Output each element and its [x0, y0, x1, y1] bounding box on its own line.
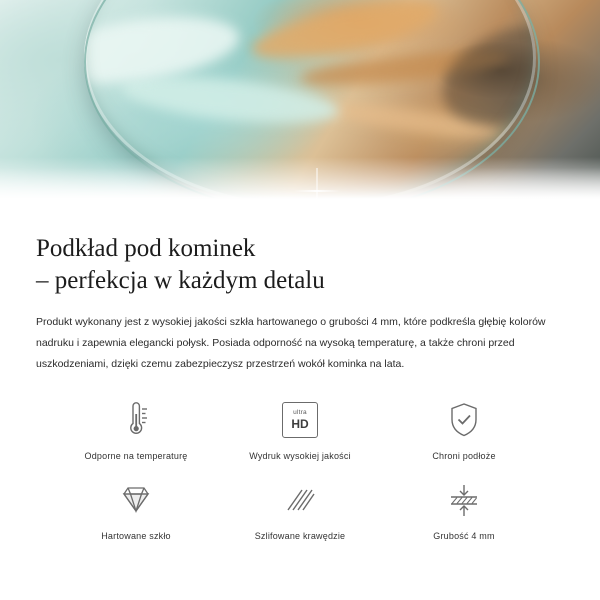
feature-item-tempered-glass: [54, 479, 218, 541]
feature-label: Hartowane szkło: [101, 531, 171, 541]
feature-label: Chroni podłoże: [432, 451, 496, 461]
ultra-hd-badge: [282, 402, 318, 438]
content-block: [0, 215, 600, 541]
ultra-hd-icon: [282, 399, 318, 441]
feature-item-temperature: [54, 399, 218, 461]
shield-check-icon: [447, 399, 481, 441]
feature-label: Szlifowane krawędzie: [254, 531, 346, 541]
thickness-arrows-icon: [445, 479, 483, 521]
polished-edges-icon: [283, 479, 317, 521]
feature-label: Grubość 4 mm: [433, 531, 495, 541]
feature-item-thickness: [382, 479, 546, 541]
feature-item-print-quality: [218, 399, 382, 461]
thermometer-icon: [118, 399, 154, 441]
page-title: [36, 233, 564, 296]
diamond-icon: [117, 479, 155, 521]
ultra-hd-badge-bottom: HD: [291, 416, 309, 431]
feature-grid: [36, 399, 564, 541]
glass-plate-image: [84, 0, 536, 208]
page-title-line-2: – perfekcja w każdym detalu: [36, 266, 325, 294]
page-title-line-1: Podkład pod kominek: [36, 235, 256, 262]
hero-image: [0, 0, 600, 215]
feature-label: Odporne na temperaturę: [84, 451, 188, 461]
feature-item-polished-edges: [218, 479, 382, 541]
marble-artwork: [84, 0, 536, 208]
feature-item-surface-protection: [382, 399, 546, 461]
ultra-hd-badge-top: ultra: [293, 409, 307, 417]
description-paragraph: Produkt wykonany jest z wysokiej jakości szkła hartowanego o grubości 4 mm, które podkreśla głębię kolorów nadruku i zapewnia elegancki połysk. Posiada odporność na wysoką temperaturę, a także chroni przed uszkodzeniami, dzięki czemu zabezpieczysz przestrzeń wokół kominka na lata.: [36, 316, 546, 370]
feature-label: Wydruk wysokiej jakości: [249, 451, 351, 461]
